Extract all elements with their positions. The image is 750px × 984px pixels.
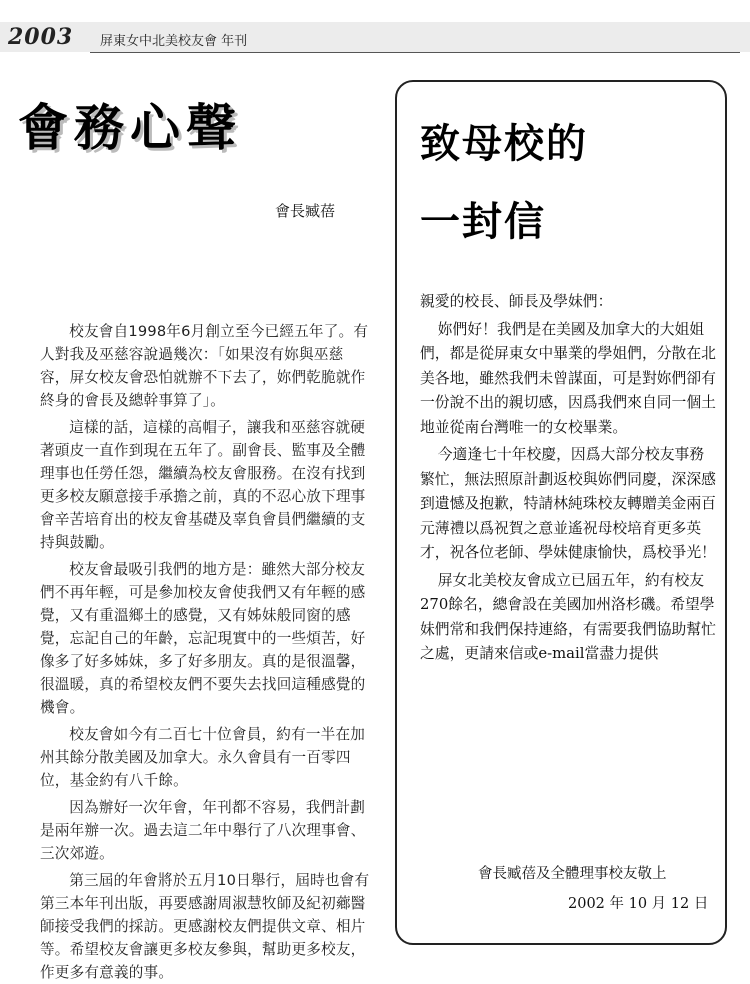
- article-title: 會務心聲: [18, 99, 242, 157]
- article-paragraph: 這樣的話，這樣的高帽子，讓我和巫慈容就硬著頭皮一直作到現在五年了。副會長、監事及全體理事也任勞任怨，繼續為校友會服務。在沒有找到更多校友願意接手承擔之前，真的不忍心放下理事會辛苦培育出的校友會基礎及辜負會員們繼續的支持與鼓勵。: [40, 419, 366, 551]
- letter-paragraph: 妳們好！我們是在美國及加拿大的大姐姐們，都是從屏東女中畢業的學姐們，分散在北美各地，雖然我們未曾謀面，可是對妳們卻有一份說不出的親切感，因爲我們來自同一個土地並從南台灣唯一的女校畢業。: [420, 320, 716, 436]
- letter-signer: 會長臧蓓及全體理事校友敬上: [478, 866, 667, 882]
- letter-title-line1: 致母校的: [420, 120, 588, 167]
- letter-paragraph: 今適逢七十年校慶，因爲大部分校友事務繁忙，無法照原計劃返校與妳們同慶，深深感到遺憾及抱歉，特請林純珠校友轉贈美金兩百元薄禮以爲祝賀之意並遙祝母校培育更多英才，祝各位老師、學妹健康愉快，爲校爭光！: [420, 446, 716, 561]
- article-paragraph: 因為辦好一次年會，年刊都不容易，我們計劃是兩年辦一次。過去這二年中舉行了八次理事會、三次郊遊。: [40, 799, 366, 862]
- year-logo: 2003: [8, 24, 74, 50]
- article-body: [40, 320, 370, 984]
- letter-paragraph: 屏女北美校友會成立已屆五年，約有校友270餘名，總會設在美國加州洛杉磯。希望學妹們常和我們保持連絡，有需要我們協助幫忙之處，更請來信或e-mail當盡力提供: [420, 571, 716, 662]
- letter-body: [420, 290, 716, 667]
- article-paragraph: 校友會自1998年6月創立至今已經五年了。有人對我及巫慈容說過幾次：「如果沒有妳與巫慈容，屏女校友會恐怕就辦不下去了，妳們乾脆就作終身的會長及總幹事算了」。: [40, 323, 369, 409]
- article-paragraph: 校友會如今有二百七十位會員，約有一半在加州其餘分散美國及加拿大。永久會員有一百零四位，基金約有八千餘。: [40, 726, 366, 789]
- letter-salutation: 親愛的校長、師長及學妹們：: [420, 293, 613, 310]
- letter-title-line2: 一封信: [420, 198, 546, 245]
- article-author: 會長臧蓓: [275, 202, 336, 220]
- article-paragraph: 第三屆的年會將於五月10日舉行，屆時也會有第三本年刊出版，再要感謝周淑慧牧師及紀初薌醫師接受我們的採訪。更感謝校友們提供文章、相片等。希望校友會讓更多校友參與，幫助更多校友，作更多有意義的事。: [40, 872, 370, 981]
- publication-title: 屏東女中北美校友會 年刊: [100, 34, 248, 49]
- header-rule: [90, 52, 740, 53]
- letter-date: 2002 年 10 月 12 日: [568, 896, 709, 912]
- article-paragraph: 校友會最吸引我們的地方是：雖然大部分校友們不再年輕，可是參加校友會使我們又有年輕的感覺，又有重溫鄉土的感覺，又有姊妹般同窗的感覺，忘記自己的年齡，忘記現實中的一些煩苦，好像多了好多姊妹，多了好多朋友。真的是很溫馨，很溫暖，真的希望校友們不要失去找回這種感覺的機會。: [40, 561, 366, 716]
